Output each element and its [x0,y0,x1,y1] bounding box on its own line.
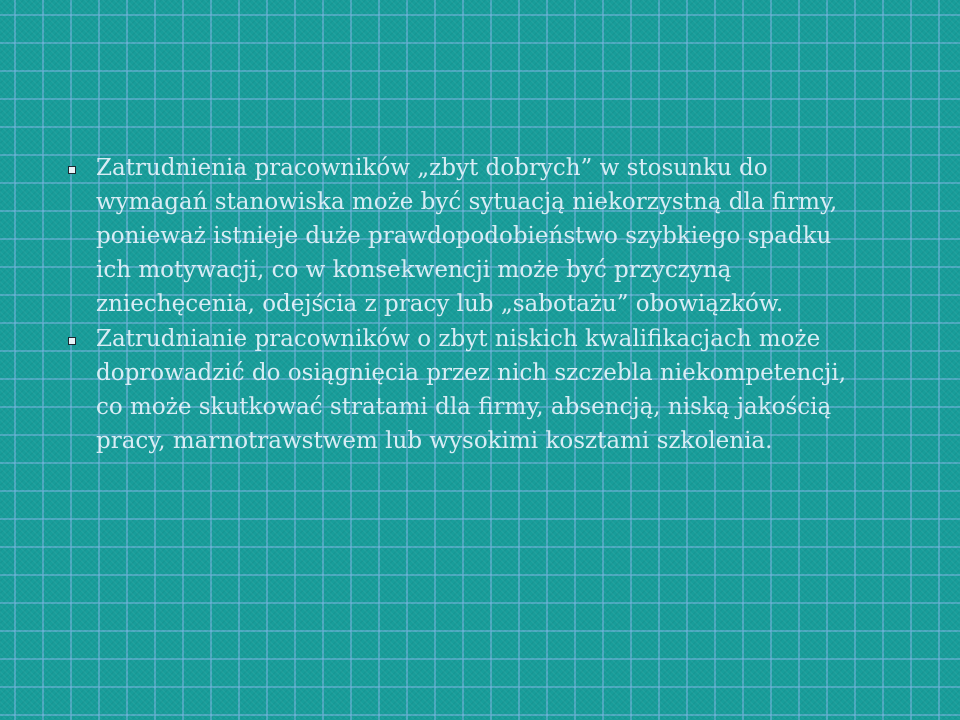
bullet-item [62,322,852,458]
bullet-text: Zatrudnianie pracowników o zbyt niskich kwalifikacjach może doprowadzić do osiągnięcia przez nich szczebla niekompetencji, co może skutkować stratami dla firmy, absencją, niską jakością pracy, marnotrawstwem lub wysokimi kosztami szkolenia. [96,326,847,454]
hollow-square-icon [68,166,76,174]
hollow-square-icon [68,337,76,345]
bullet-item [62,151,852,321]
slide-content [62,151,852,459]
bullet-text: Zatrudnienia pracowników „zbyt dobrych” w stosunku do wymagań stanowiska może być sytuacją niekorzystną dla firmy, ponieważ istnieje duże prawdopodobieństwo szybkiego spadku ich motywacji, co w konsekwencji może być przyczyną zniechęcenia, odejścia z pracy lub „sabotażu” obowiązków. [96,155,838,317]
